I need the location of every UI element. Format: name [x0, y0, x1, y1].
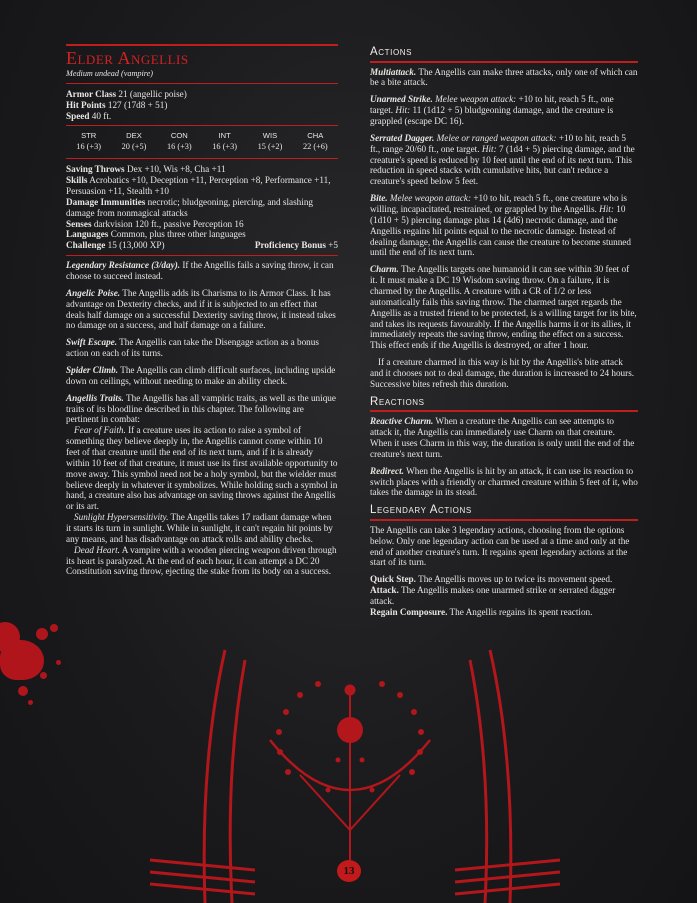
ability-scores-table: [66, 132, 338, 152]
legendary-intro: The Angellis can take 3 legendary actions, choosing from the options below. Only one legendary action can be used at a time and only at the end of another creature's turn. It regains spent legendary actions at the start of its turn.: [370, 524, 630, 568]
subtrait-dead-heart: Dead Heart. A vampire with a wooden piercing weapon driven through its heart is paralyzed. At the end of each hour, it can attempt a DC 20 Constitution saving throw, ejecting the stake from its body on a success.: [66, 544, 337, 577]
ability-header: CHA: [307, 131, 324, 141]
trait-angellis-traits: Angellis Traits. The Angellis has all vampiric traits, as well as the unique traits of its bloodline described in this chapter. The following are pertinent in combat:: [66, 392, 336, 425]
trait-spider-climb: Spider Climb. The Angellis can climb difficult surfaces, including upside down on ceilings, without needing to make an ability check.: [66, 364, 336, 386]
senses-line: Senses darkvision 120 ft., passive Perception 16: [66, 218, 244, 229]
legendary-attack: Attack. The Angellis makes one unarmed strike or serrated dagger attack.: [370, 585, 616, 607]
ability-score: 16 (+3): [76, 142, 102, 152]
ability-header: CON: [170, 131, 188, 141]
languages-line: Languages Common, plus three other languages: [66, 229, 246, 240]
armor-class-line: Armor Class 21 (angellic poise): [66, 88, 187, 99]
skills-line: Skills Acrobatics +10, Deception +11, Perception +8, Performance +11, Persuasion +11, Stealth +10: [66, 175, 331, 196]
hit-points-value: 127 (17d8 + 51): [107, 99, 168, 110]
legendary-regain-composure: Regain Composure. The Angellis regains its spent reaction.: [370, 606, 593, 617]
ability-score: 16 (+3): [212, 142, 238, 152]
legendary-actions-heading: Legendary Actions: [370, 504, 472, 517]
action-unarmed-strike: Unarmed Strike. Melee weapon attack: +10 to hit, reach 5 ft., one target. Hit: 11 (1d12 + 5) bludgeoning damage, and the creature is grappled (escape DC 16).: [370, 94, 614, 126]
hit-points-line: Hit Points 127 (17d8 + 51): [66, 99, 168, 110]
defense-block: [66, 89, 338, 122]
trait-swift-escape: Swift Escape. The Angellis can take the Disengage action as a bonus action on each of its turns.: [66, 337, 319, 359]
page-number: 13: [337, 860, 361, 882]
speed-value: 40 ft.: [91, 110, 112, 121]
reaction-redirect: Redirect. When the Angellis is hit by an attack, it can use its reaction to switch places with a friendly or charmed creature within 5 feet of it, who takes the damage in its stead.: [370, 465, 638, 498]
ability-score: 16 (+3): [166, 142, 192, 152]
legendary-quick-step: Quick Step. The Angellis moves up to twice its movement speed.: [370, 574, 613, 585]
reaction-reactive-charm: Reactive Charm. When a creature the Angellis can see attempts to attack it, the Angellis can immediately use Charm on that creature. When it uses Charm in this way, the duration is only until the end of the creature's next turn.: [370, 416, 635, 459]
stat-block-right-column: [370, 44, 638, 618]
action-serrated-dagger: Serrated Dagger. Melee or ranged weapon attack: +10 to hit, reach 5 ft., range 20/60 ft., one target. Hit: 7 (1d4 + 5) piercing damage, and the creature's speed is reduced by 10 feet until the end of its next turn. This reduction in speed stacks with cumulative hits, but can't reduce a creature's speed below 5 feet.: [370, 132, 635, 187]
action-bite: Bite. Melee weapon attack: +10 to hit, reach 5 ft., one creature who is willing, incapacitated, restrained, or grappled by the Angellis. Hit: 10 (1d10 + 5) piercing damage plus 14 (4d6) necrotic damage, and the Angellis regains hit points equal to the necrotic damage. Instead of dealing damage, the Angellis can cause the creature to become stunned until the end of its next turn.: [370, 193, 631, 258]
speed-line: Speed 40 ft.: [66, 110, 112, 121]
ability-header: WIS: [262, 131, 278, 141]
damage-immunities-line: Damage Immunities necrotic; bludgeoning, piercing, and slashing damage from nonmagical attacks: [66, 196, 314, 218]
divider: [66, 158, 338, 159]
monster-type: Medium undead (vampire): [66, 69, 154, 79]
monster-name: Elder Angellis: [66, 48, 189, 68]
ability-score: 22 (+6): [302, 142, 328, 152]
trait-angelic-poise: Angelic Poise. The Angellis adds its Charisma to its Armor Class. It has advantage on Dexterity checks, and if it is subjected to an effect that deals half damage on a successful Dexterity saving throw, it instead takes no damage on a success, and half damage on a failure.: [66, 287, 336, 331]
ability-header: STR: [81, 131, 97, 141]
reactions-heading: Reactions: [370, 395, 425, 408]
saving-throws-line: Saving Throws Dex +10, Wis +8, Cha +11: [66, 164, 226, 175]
ability-score: 15 (+2): [257, 142, 283, 152]
subtrait-fear-of-faith: Fear of Faith. If a creature uses its action to raise a symbol of something they believe deeply in, the Angellis cannot come within 10 feet of that creature until the end of its next turn, and if it is already within 10 feet of that creature, it must use its first available opportunity to move away. This symbol need not be a holy symbol, but the wielder must believe deeply in whatever it symbolizes. While holding such a symbol in hand, a creature also has advantage on saving throws against the Angellis or its art.: [66, 425, 338, 512]
subtrait-sunlight-hypersensitivity: Sunlight Hypersensitivity. The Angellis takes 17 radiant damage when it starts its turn in sunlight. While in sunlight, it can't regain hit points by any means, and has disadvantage on attack rolls and ability checks.: [66, 512, 333, 544]
divider: [66, 44, 338, 46]
ability-header: DEX: [126, 131, 142, 141]
armor-class-value: 21 (angellic poise): [118, 88, 187, 99]
action-charm: Charm. The Angellis targets one humanoid it can see within 30 feet of it. It must make a DC 19 Wisdom saving throw. On a failure, it is charmed by the Angellis. A creature with a CR of 1/2 or less automatically fails this saving throw. The charmed target regards the Angellis as a trusted friend to be protected, is a willing target for its bite, and takes its requests favourably. If the Angellis harms it or its allies, it immediately repeats the saving throw, ending the effect on a success. This effect ends if the Angellis is destroyed, or after 1 hour.: [370, 264, 637, 351]
trait-legendary-resistance: Legendary Resistance (3/day). If the Angellis fails a saving throw, it can choose to succeed instead.: [66, 260, 334, 281]
actions-heading: Actions: [370, 46, 413, 58]
divider: [66, 125, 338, 126]
ability-score: 20 (+5): [121, 142, 147, 152]
stat-block-left-column: [66, 44, 338, 583]
challenge-line: Challenge 15 (13,000 XP) Proficiency Bonus +5: [66, 240, 338, 251]
ability-header: INT: [218, 131, 231, 141]
charm-followup: If a creature charmed in this way is hit by the Angellis's bite attack and it chooses not to deal damage, the duration is increased to 24 hours. Successive bites refresh this duration.: [370, 357, 635, 389]
divider: [66, 83, 338, 84]
details-block: [66, 164, 338, 251]
action-multiattack: Multiattack. The Angellis can make three attacks, only one of which can be a bite attack.: [370, 66, 638, 88]
